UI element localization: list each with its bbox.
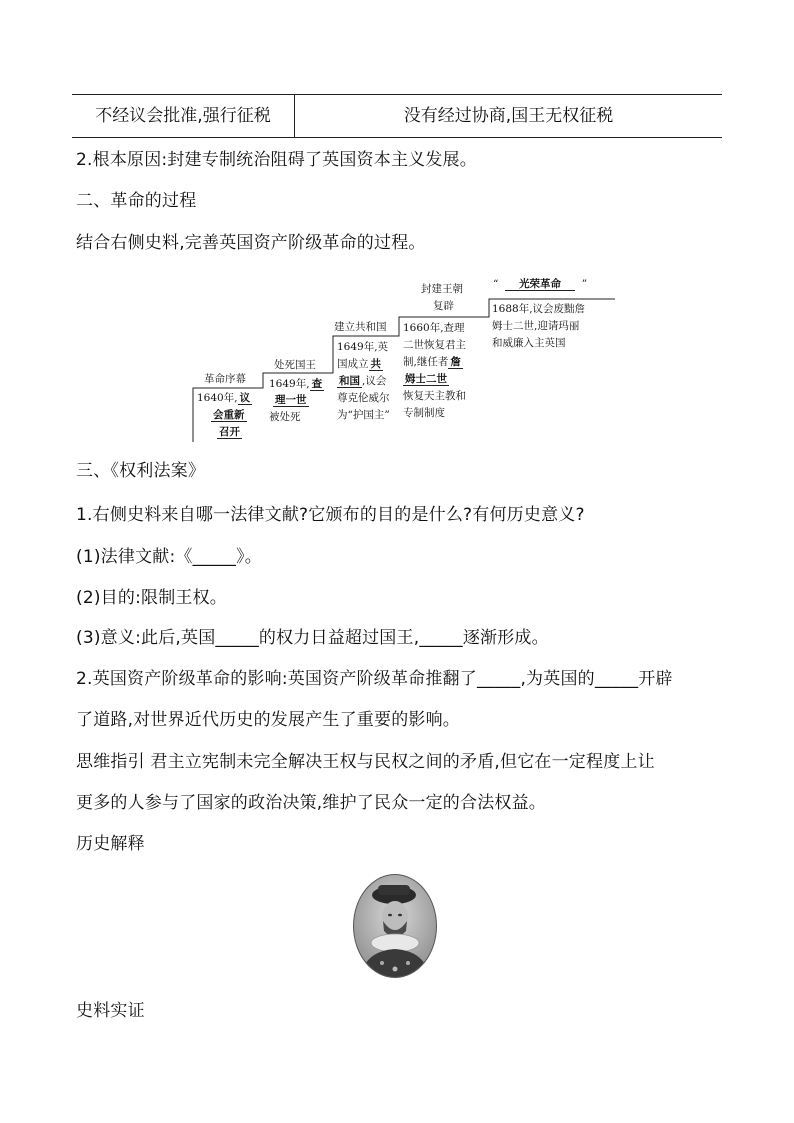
step3-title: 建立共和国	[334, 321, 387, 333]
step4-line5: 恢复天主教和	[403, 390, 466, 402]
step3-blank-2: 和国	[339, 375, 360, 387]
step1-title: 革命序幕	[204, 373, 246, 385]
step5-title: “ 光荣革命 ”	[493, 278, 588, 290]
step5-line1: 1688年,议会废黜詹	[492, 303, 586, 315]
label-history-explanation: 历史解释	[76, 834, 145, 854]
question-2-line2: 了道路,对世界近代历史的发展产生了重要的影响。	[76, 710, 461, 730]
step5-blank: 光荣革命	[505, 278, 575, 291]
step5-line3: 和威廉入主英国	[492, 337, 566, 349]
comparison-table-row	[72, 94, 722, 138]
question-1-part1: (1)法律文献:《_____》。	[76, 547, 263, 567]
question-1-part3: (3)意义:此后,英国_____的权力日益超过国王,_____逐渐形成。	[76, 628, 549, 648]
section3-title: 三、《权利法案》	[76, 461, 206, 481]
step1-blank-2: 会重新	[213, 409, 245, 421]
step2-title: 处死国王	[274, 359, 316, 371]
step4-line6: 专制制度	[403, 407, 445, 419]
question-2-line1: 2.英国资产阶级革命的影响:英国资产阶级革命推翻了_____,为英国的_____开辟	[76, 669, 673, 689]
step4-title-1: 封建王朝	[421, 283, 463, 295]
section2-title: 二、革命的过程	[76, 191, 197, 211]
table-cell-right: 没有经过协商,国王无权征税	[403, 106, 614, 126]
step3-line4: 尊克伦威尔	[337, 392, 390, 404]
step2-blank-2: 理一世	[275, 394, 307, 406]
question-1: 1.右侧史料来自哪一法律文献?它颁布的目的是什么?有何历史意义?	[76, 505, 585, 525]
label-evidence: 史料实证	[76, 1001, 145, 1021]
portrait-image	[352, 873, 438, 979]
step2-line3: 被处死	[269, 411, 301, 423]
step4-blank: 詹	[450, 356, 461, 368]
step1-text: 1640年, 议	[197, 392, 251, 404]
root-cause-line: 2.根本原因:封建专制统治阻碍了英国资本主义发展。	[76, 150, 477, 170]
step5-line2: 姆士二世,迎请玛丽	[492, 320, 580, 332]
portrait-graphic	[352, 873, 438, 979]
step3-line2: 国成立 共	[337, 358, 381, 370]
step3-line5: 为“护国主”	[337, 409, 390, 421]
step2-blank: 查	[311, 378, 323, 390]
step1-blank: 议	[239, 392, 251, 404]
step3-line1: 1649年,英	[337, 341, 389, 353]
step4-line2: 二世恢复君主	[403, 339, 466, 351]
thinking-guide-line1: 思维指引 君主立宪制未完全解决王权与民权之间的矛盾,但它在一定程度上让	[76, 752, 655, 772]
question-1-part2: (2)目的:限制王权。	[76, 588, 228, 608]
revolution-process-diagram	[185, 272, 625, 447]
thinking-guide-line2: 更多的人参与了国家的政治决策,维护了民众一定的合法权益。	[76, 793, 547, 813]
step4-blank-2: 姆士二世	[405, 373, 447, 385]
section2-intro: 结合右侧史料,完善英国资产阶级革命的过程。	[76, 233, 426, 253]
step4-line1: 1660年,查理	[403, 322, 465, 334]
step4-line3: 制,继任者 詹	[403, 356, 461, 368]
table-cell-left: 不经议会批准,强行征税	[72, 95, 295, 137]
step4-title-2: 复辟	[433, 300, 454, 312]
step3-blank: 共	[370, 358, 381, 370]
step3-line3: 和国 ,议会	[339, 375, 387, 387]
step2-text: 1649年, 查	[269, 378, 323, 390]
step1-blank-3: 召开	[219, 426, 240, 438]
